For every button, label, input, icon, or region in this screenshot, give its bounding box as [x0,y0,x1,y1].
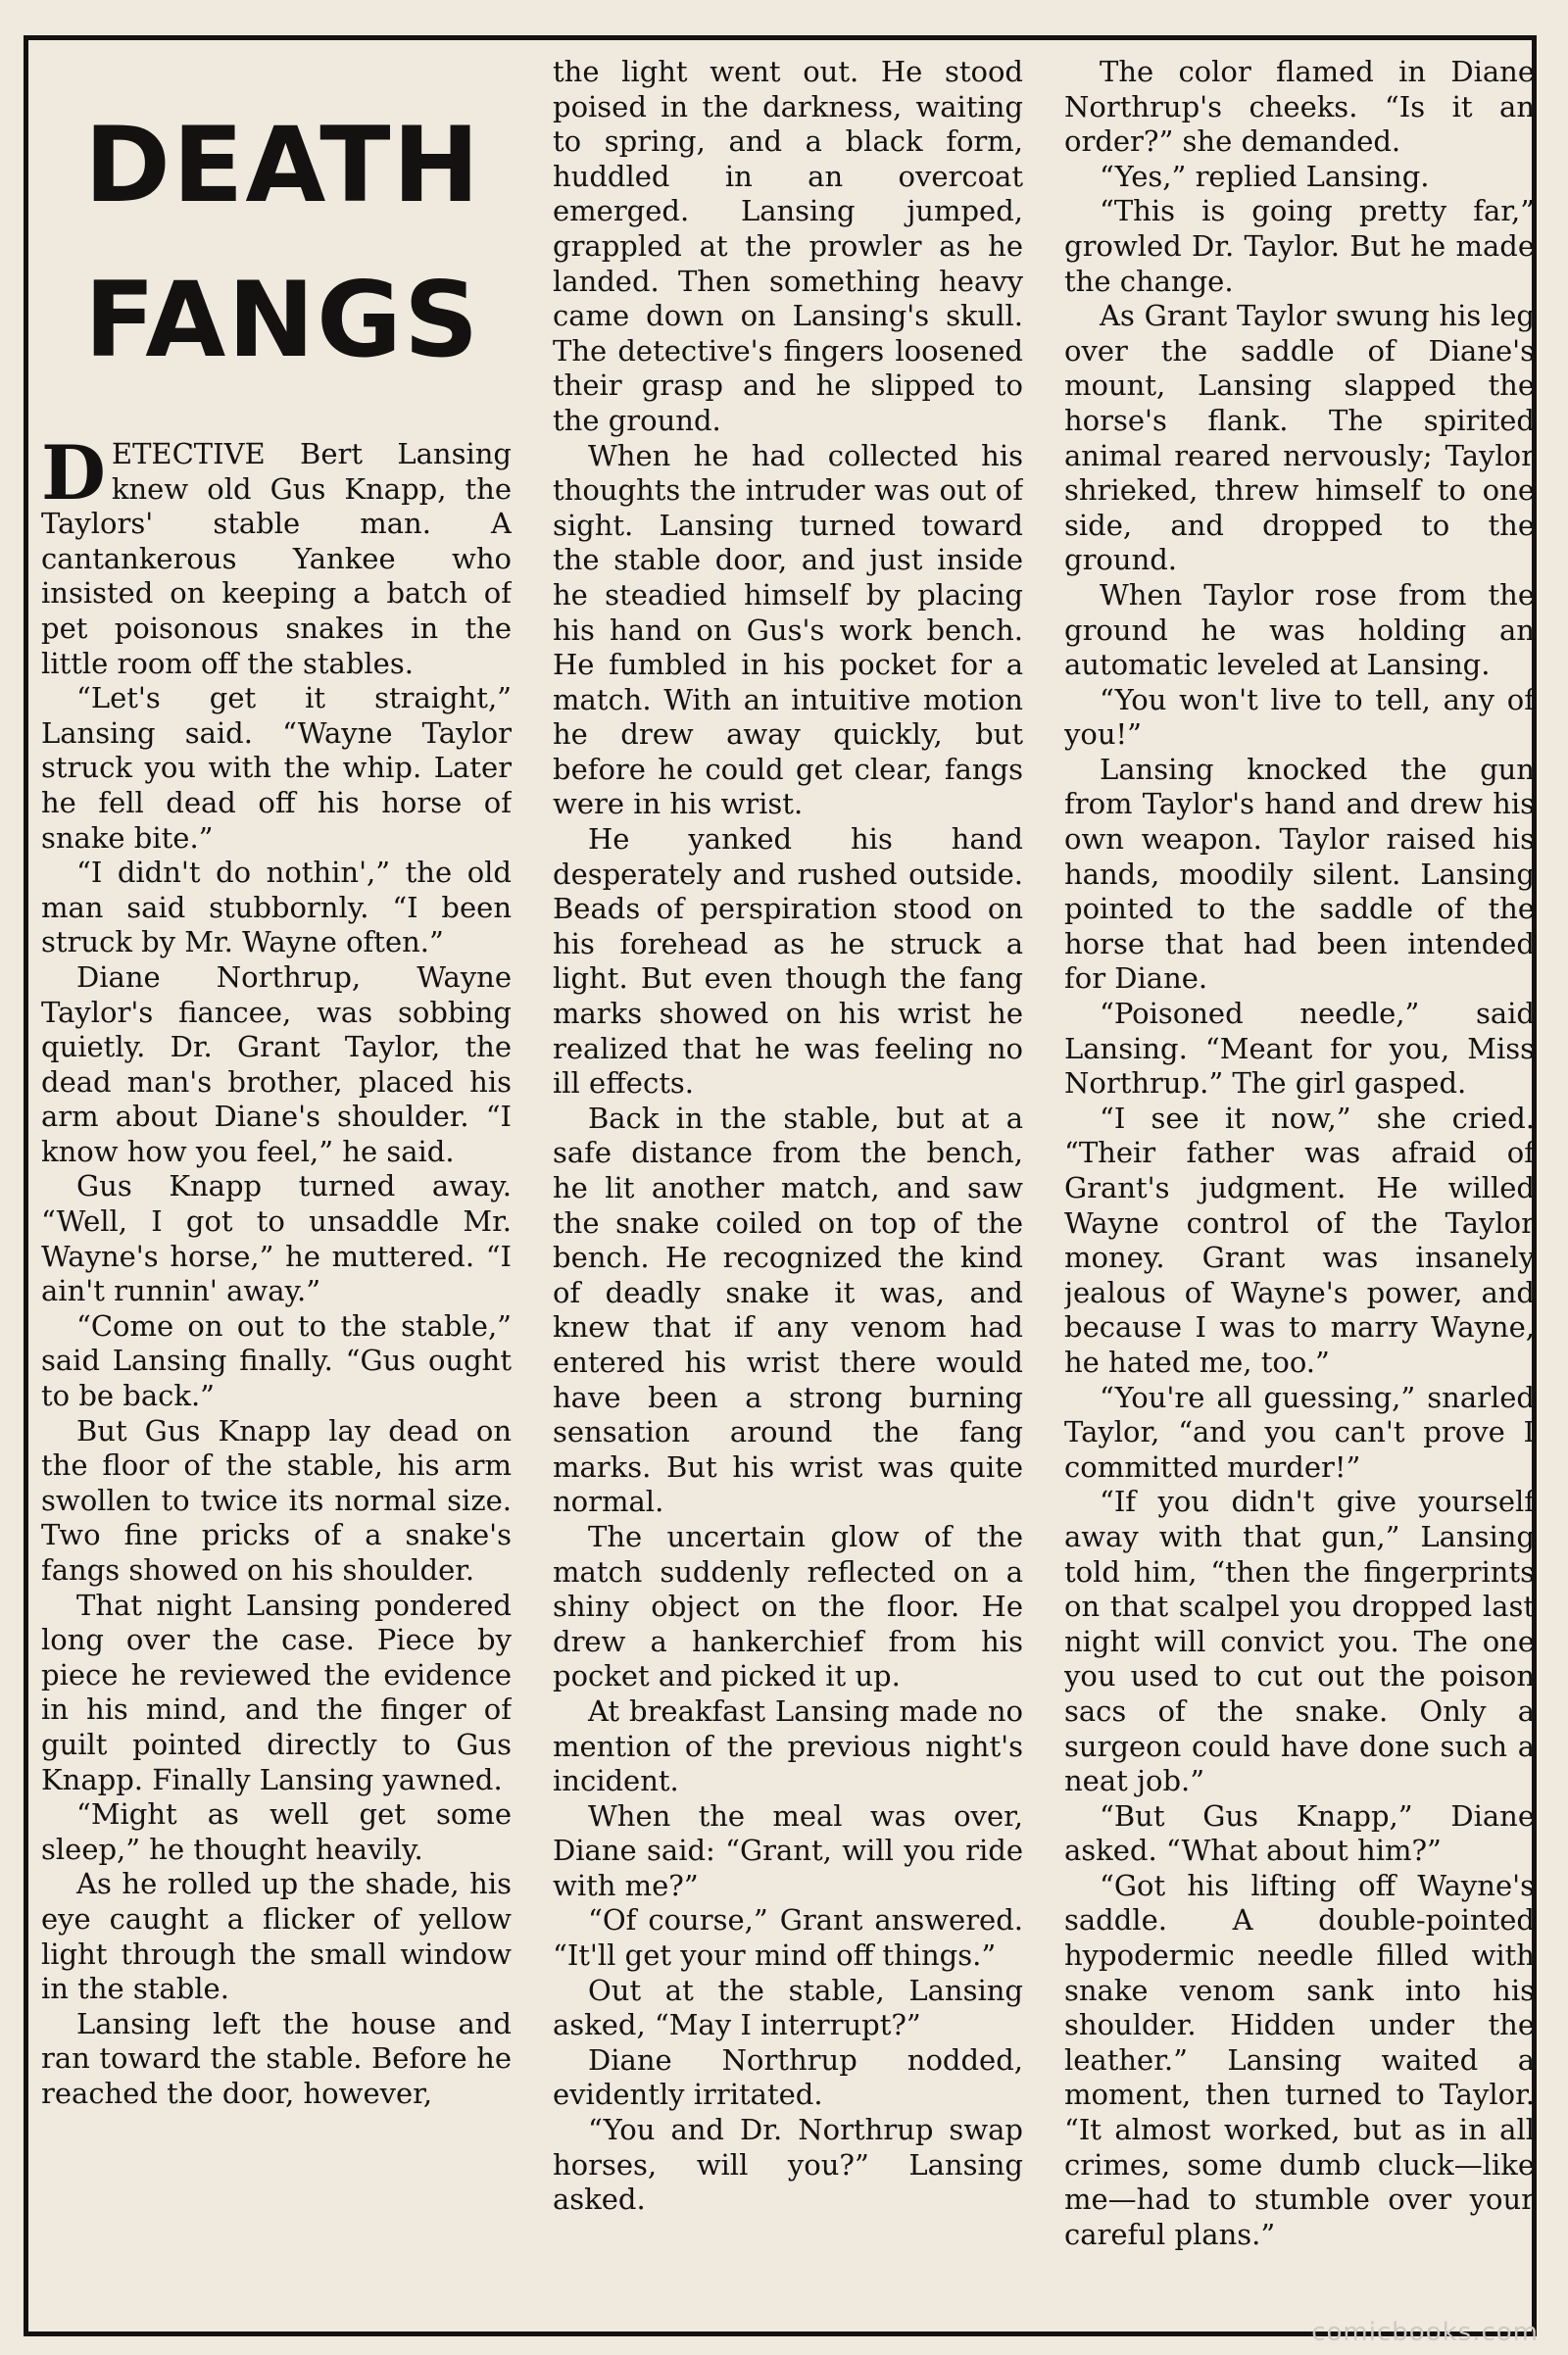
paragraph: “I didn't do nothin',” the old man said stubbornly. “I been struck by Mr. Wayne often.” [41,856,512,959]
paragraph: “Of course,” Grant answered. “It'll get your mind off things.” [553,1903,1023,1973]
paragraph: “But Gus Knapp,” Diane asked. “What about him?” [1064,1798,1535,1868]
paragraph: Back in the stable, but at a safe distance from the bench, he lit another match, and saw the snake coiled on top of the bench. He recognized the kind of deadly snake it was, and knew that if any venom had entered his wrist there would have been a strong burning sensation around the fang marks. But his wrist was quite normal. [553,1101,1023,1519]
watermark: comicbooks.com [1311,2318,1539,2347]
paragraph: As he rolled up the shade, his eye caught a flicker of yellow light through the small window in the stable. [41,1867,512,2006]
paragraph: At breakfast Lansing made no mention of the previous night's incident. [553,1693,1023,1798]
drop-cap: D [41,429,106,516]
paragraph [41,429,512,681]
paragraph: the light went out. He stood poised in the darkness, waiting to spring, and a black form, huddled in an overcoat emerged. Lansing jumped, grappled at the prowler as he landed. Then something heavy came down on Lansing's skull. The detective's fingers loosened their grasp and he slipped to the ground. [553,55,1023,437]
paragraph: Lansing left the house and ran toward the stable. Before he reached the door, however, [41,2006,512,2110]
paragraph: When he had collected his thoughts the intruder was out of sight. Lansing turned toward the stable door, and just inside he steadied himself by placing his hand on Gus's work bench. He fumbled in his pocket for a match. With an intuitive motion he drew away quickly, but before he could get clear, fangs were in his wrist. [553,438,1023,821]
paragraph: As Grant Taylor swung his leg over the saddle of Diane's mount, Lansing slapped the horse's flank. The spirited animal reared nervously; Taylor shrieked, threw himself to one side, and dropped to the ground. [1064,299,1535,577]
paragraph: Lansing knocked the gun from Taylor's hand and drew his own weapon. Taylor raised his hands, moodily silent. Lansing pointed to the saddle of the horse that had been intended for Diane. [1064,752,1535,996]
paragraph: That night Lansing pondered long over the case. Piece by piece he reviewed the evidence in his mind, and the finger of guilt pointed directly to Gus Knapp. Finally Lansing yawned. [41,1588,512,1796]
paragraph: “Let's get it straight,” Lansing said. “Wayne Taylor struck you with the whip. Later he fell dead off his horse of snake bite.” [41,681,512,855]
paragraph: Gus Knapp turned away. “Well, I got to unsaddle Mr. Wayne's horse,” he muttered. “I ain't runnin' away.” [41,1169,512,1308]
column-3 [1064,55,1535,2329]
paragraph: The color flamed in Diane Northrup's cheeks. “Is it an order?” she demanded. [1064,55,1535,159]
title-line-1: DEATH [84,105,482,225]
paragraph: “You won't live to tell, any of you!” [1064,682,1535,752]
paragraph: “This is going pretty far,” growled Dr. Taylor. But he made the change. [1064,194,1535,298]
paragraph: Diane Northrup, Wayne Taylor's fiancee, was sobbing quietly. Dr. Grant Taylor, the dead man's brother, placed his arm about Diane's shoulder. “I know how you feel,” he said. [41,959,512,1168]
paragraph: But Gus Knapp lay dead on the floor of the stable, his arm swollen to twice its normal size. Two fine pricks of a snake's fangs showed on his shoulder. [41,1413,512,1587]
column-2 [553,55,1023,2329]
title-line-2: FANGS [84,260,481,380]
paragraph: When Taylor rose from the ground he was holding an automatic leveled at Lansing. [1064,577,1535,682]
paragraph: “I see it now,” she cried. “Their father was afraid of Grant's judgment. He willed Wayne control of the Taylor money. Grant was insanely jealous of Wayne's power, and because I was to marry Wayne, he hated me, too.” [1064,1101,1535,1379]
paragraph: “Yes,” replied Lansing. [1100,159,1430,193]
column-1 [41,55,512,2329]
paragraph: “You're all guessing,” snarled Taylor, “and you can't prove I committed murder!” [1064,1380,1535,1484]
paragraph: When the meal was over, Diane said: “Grant, will you ride with me?” [553,1798,1023,1902]
paragraph: “Poisoned needle,” said Lansing. “Meant for you, Miss Northrup.” The girl gasped. [1064,997,1535,1101]
story-title [84,88,512,398]
paragraph: Out at the stable, Lansing asked, “May I interrupt?” [553,1973,1023,2042]
paragraph: The uncertain glow of the match suddenly reflected on a shiny object on the floor. He drew a hankerchief from his pocket and picked it up. [553,1519,1023,1693]
paragraph: “Come on out to the stable,” said Lansing finally. “Gus ought to be back.” [41,1308,512,1413]
story-columns [41,55,1535,2329]
paragraph: “You and Dr. Northrup swap horses, will you?” Lansing asked. [553,2113,1023,2217]
paragraph: He yanked his hand desperately and rushed outside. Beads of perspiration stood on his forehead as he struck a light. But even though the fang marks showed on his wrist he realized that he was feeling no ill effects. [553,822,1023,1101]
paragraph: Diane Northrup nodded, evidently irritated. [553,2042,1023,2112]
paragraph: “If you didn't give yourself away with that gun,” Lansing told him, “then the fingerprints on that scalpel you dropped last night will convict you. The one you used to cut out the poison sacs of the snake. Only a surgeon could have done such a neat job.” [1064,1485,1535,1798]
paragraph-text: ETECTIVE Bert Lansing knew old Gus Knapp, the Taylors' stable man. A cantankerous Yankee who insisted on keeping a batch of pet poisonous snakes in the little room off the stables. [41,437,512,680]
paragraph: “Got his lifting off Wayne's saddle. A double-pointed hypodermic needle filled with snake venom sank into his shoulder. Hidden under the leather.” Lansing waited a moment, then turned to Taylor. “It almost worked, but as in all crimes, some dumb cluck—like me—had to stumble over your careful plans.” [1064,1868,1535,2251]
paragraph: “Might as well get some sleep,” he thought heavily. [41,1797,512,1866]
